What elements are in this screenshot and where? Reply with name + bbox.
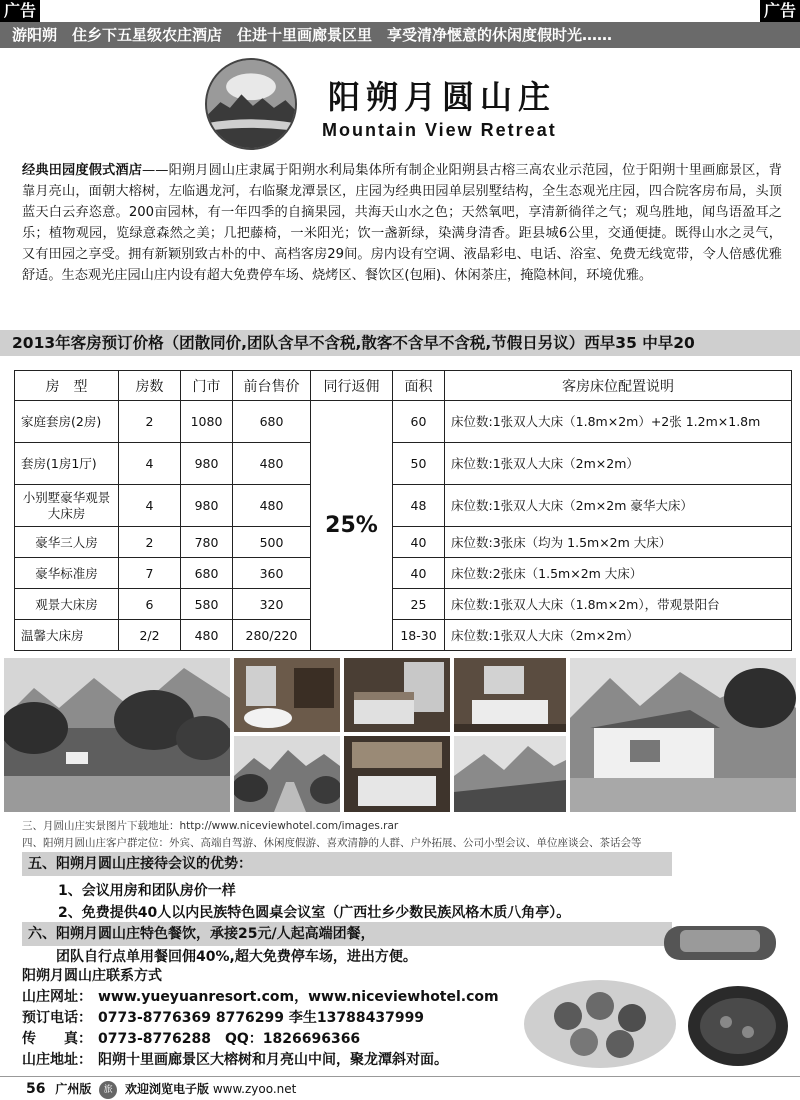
footer-tagline: 欢迎浏览电子版 [124,1082,209,1096]
room-area: 25 [393,589,445,620]
room-type: 观景大床房 [15,589,119,620]
photo-bedroom-1 [344,658,450,732]
room-count: 2 [119,527,181,558]
bed-config: 床位数:1张双人大床（1.8m×2m），带观景阳台 [445,589,792,620]
room-area: 40 [393,527,445,558]
photo-bedroom-2 [454,658,566,732]
room-count: 4 [119,485,181,527]
rack-rate: 680 [181,558,233,589]
rack-rate: 1080 [181,401,233,443]
desk-rate: 320 [233,589,311,620]
photo-village-road [234,736,340,812]
room-area: 40 [393,558,445,589]
desk-rate: 280/220 [233,620,311,651]
price-banner: 2013年客房预订价格（团散同价,团队含早不含税,散客不含早不含税,节假日另议）西早35 中早20 [0,330,800,356]
hotel-name-en: Mountain View Retreat [322,120,557,140]
table-row [15,527,792,558]
header-area: 面积 [393,371,445,401]
photo-bathroom [234,658,340,732]
magazine-logo-icon: 旅 [99,1081,117,1099]
bed-config: 床位数:1张双人大床（1.8m×2m）+2张 1.2m×1.8m [445,401,792,443]
contact-fax [22,1029,499,1050]
bed-config: 床位数:1张双人大床（2m×2m） [445,443,792,485]
contact-title: 阳朔月圆山庄联系方式 [22,968,162,984]
hotel-name-cn: 阳朔月圆山庄 [328,78,557,116]
rack-rate: 580 [181,589,233,620]
rack-rate: 480 [181,620,233,651]
meeting-advantage-2: 2、免费提供40人以内民族特色圆桌会议室（广西壮乡少数民族风格木质八角亭）。 [58,905,571,921]
table-row [15,485,792,527]
room-area: 48 [393,485,445,527]
header-room-count: 房数 [119,371,181,401]
desk-rate: 680 [233,401,311,443]
photo-rooftops [454,736,566,812]
address-label: 山庄地址： [22,1052,92,1068]
room-type: 豪华三人房 [15,527,119,558]
contact-phone [22,1008,499,1029]
desk-rate: 500 [233,527,311,558]
notes-block [22,818,642,852]
contact-website [22,987,499,1008]
website-label: 山庄网址： [22,989,92,1005]
room-type: 套房(1房1厅) [15,443,119,485]
room-type: 小别墅豪华观景大床房 [15,485,119,527]
desk-rate: 360 [233,558,311,589]
room-type: 温馨大床房 [15,620,119,651]
hotel-logo [205,58,297,150]
header-bed-config: 客房床位配置说明 [445,371,792,401]
desk-rate: 480 [233,485,311,527]
fax-label: 传 真： [22,1031,92,1047]
table-row [15,620,792,651]
room-count: 4 [119,443,181,485]
table-row [15,558,792,589]
bed-config: 床位数:1张双人大床（2m×2m 豪华大床） [445,485,792,527]
photo-garden-horse [4,658,230,812]
phone-label: 预订电话： [22,1010,92,1026]
commission-rate: 25% [311,401,393,651]
photo-suite [344,736,450,812]
rack-rate: 980 [181,443,233,485]
room-type: 家庭套房(2房) [15,401,119,443]
magazine-edition: 广州版 [55,1082,92,1096]
room-area: 60 [393,401,445,443]
room-count: 2/2 [119,620,181,651]
desk-rate: 480 [233,443,311,485]
bed-config: 床位数:2张床（1.5m×2m 大床） [445,558,792,589]
room-price-table [14,370,792,651]
ad-label-left: 广告 [0,0,40,22]
intro-lead: 经典田园度假式酒店 [22,163,143,178]
intro-paragraph [22,160,782,286]
photo-bamboo-dish [660,918,780,968]
header-desk-rate: 前台售价 [233,371,311,401]
note-photo-download: 三、月圆山庄实景图片下载地址：http://www.niceviewhotel.com/images.rar [22,820,399,832]
phone-value: 0773-8776369 8776299 李生13788437999 [98,1010,425,1026]
header-commission: 同行返佣 [311,371,393,401]
bed-config: 床位数:3张床（均为 1.5m×2m 大床） [445,527,792,558]
meeting-advantage-1: 1、会议用房和团队房价一样 [58,883,236,899]
header-rack-rate: 门市 [181,371,233,401]
rack-rate: 980 [181,485,233,527]
contact-block [22,966,499,1071]
footer-site[interactable]: www.zyoo.net [212,1082,297,1096]
photo-dish-plate [520,972,680,1072]
bed-config: 床位数:1张双人大床（2m×2m） [445,620,792,651]
room-count: 6 [119,589,181,620]
table-header-row [15,371,792,401]
note-target-customers: 四、阳朔月圆山庄客户群定位：外宾、高端自驾游、休闲度假游、喜欢清静的人群、户外拓展、公司小型会议、单位座谈会、茶话会等 [22,837,642,849]
catering-line: 团队自行点单用餐回佣40%,超大免费停车场，进出方便。 [56,949,417,965]
ad-label-right: 广告 [760,0,800,22]
table-row [15,589,792,620]
room-count: 2 [119,401,181,443]
photo-dish-bowl [686,982,790,1068]
photo-entrance [570,658,796,812]
intro-body: ——阳朔月圆山庄隶属于阳朔水利局集体所有制企业阳朔县古榕三高农业示范园，位于阳朔十里画廊景区，背靠月亮山，面朝大榕树，左临遇龙河，右临聚龙潭景区，庄园为经典田园单层别墅结构，全生态观光庄园，四合院客房布局，头顶蓝天白云弃恣意。200亩园林，有一年四季的自摘果园，共海天山水之色；天然氧吧，享清新徜徉之气；观鸟胜地，闻鸟语盈耳之乐；植物观园，览绿意森然之美；几把藤椅，一米阳光；饮一盏新绿，染满身清香。距县城6公里，交通便捷。既得山水之灵气，又有田园之享受。拥有新颖别致古朴的中、高档客房29间。房内设有空调、液晶彩电、电话、浴室、免费无线宽带，令人倍感优雅舒适。生态观光庄园山庄内设有超大免费停车场、烧烤区、餐饮区(包厢)、休闲茶庄，掩隐林间，环境优雅。 [22,163,782,283]
website-value[interactable]: www.yueyuanresort.com，www.niceviewhotel.com [98,989,499,1005]
table-row [15,401,792,443]
page-number: 56 [26,1081,46,1097]
header-room-type: 房 型 [15,371,119,401]
catering-title: 六、阳朔月圆山庄特色餐饮，承接25元/人起高端团餐， [22,922,672,946]
contact-address [22,1050,499,1071]
meeting-advantages-title: 五、阳朔月圆山庄接待会议的优势： [22,852,672,876]
top-banner: 游阳朔 住乡下五星级农庄酒店 住进十里画廊景区里 享受清净惬意的休闲度假时光…… [0,22,800,48]
room-count: 7 [119,558,181,589]
address-value: 阳朔十里画廊景区大榕树和月亮山中间，聚龙潭斜对面。 [98,1052,448,1068]
table-row [15,443,792,485]
page-footer [0,1076,800,1100]
room-type: 豪华标准房 [15,558,119,589]
rack-rate: 780 [181,527,233,558]
photo-strip [0,656,800,814]
fax-value: 0773-8776288 QQ：1826696366 [98,1031,361,1047]
room-area: 18-30 [393,620,445,651]
room-area: 50 [393,443,445,485]
